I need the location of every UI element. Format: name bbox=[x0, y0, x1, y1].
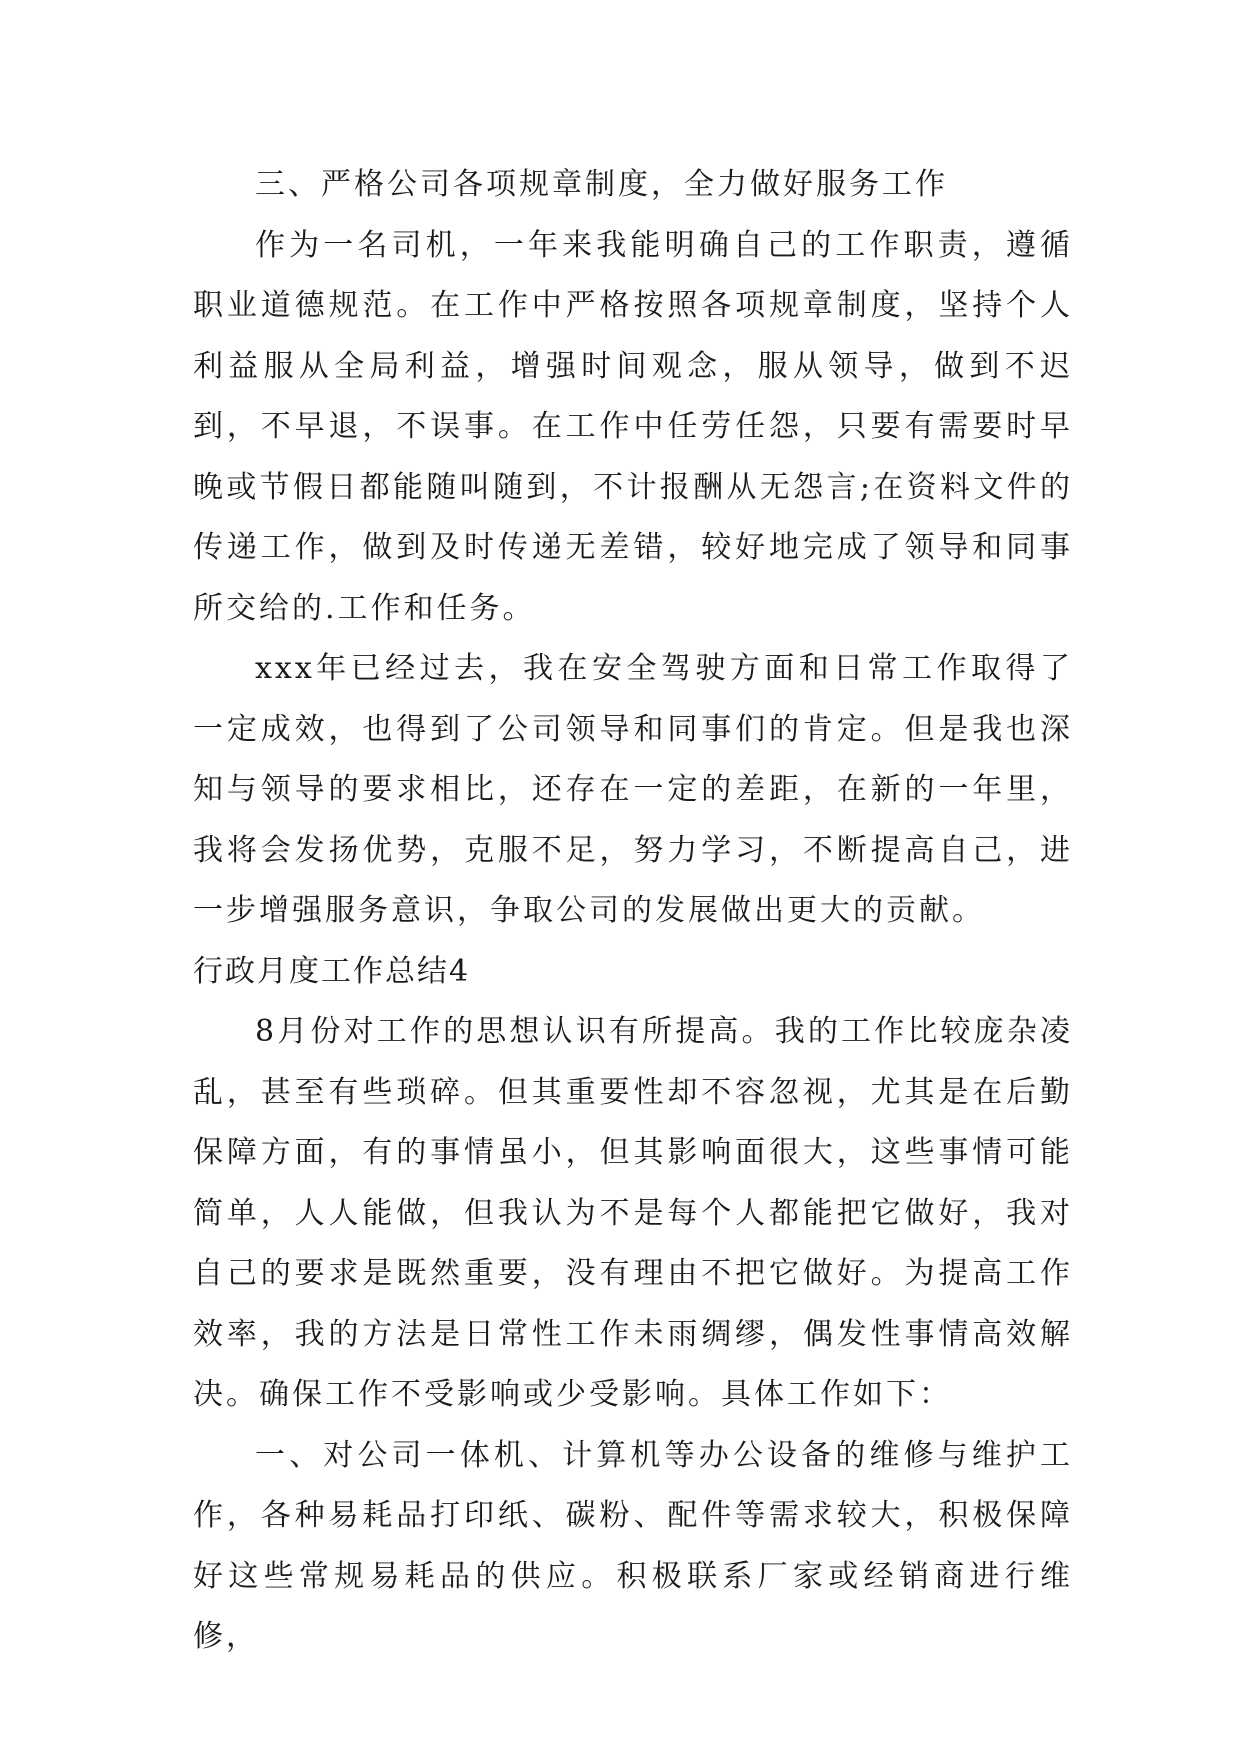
document-body bbox=[193, 155, 1073, 1668]
section-heading-three: 三、严格公司各项规章制度，全力做好服务工作 bbox=[255, 167, 948, 202]
paragraph-august-work: 8月份对工作的思想认识有所提高。我的工作比较庞杂凌乱，甚至有些琐碎。但其重要性却不容忽视，尤其是在后勤保障方面，有的事情虽小，但其影响面很大，这些事情可能简单，人人能做，但我认为不是每个人都能把它做好，我对自己的要求是既然重要，没有理由不把它做好。为提高工作效率，我的方法是日常性工作未雨绸缪，偶发性事情高效解决。确保工作不受影响或少受影响。具体工作如下： bbox=[193, 1014, 1073, 1412]
paragraph-office-equipment: 一、对公司一体机、计算机等办公设备的维修与维护工作，各种易耗品打印纸、碳粉、配件等需求较大，积极保障好这些常规易耗品的供应。积极联系厂家或经销商进行维修， bbox=[193, 1437, 1073, 1654]
paragraph-driver-duties: 作为一名司机，一年来我能明确自己的工作职责，遵循职业道德规范。在工作中严格按照各项规章制度，坚持个人利益服从全局利益，增强时间观念，服从领导，做到不迟到，不早退，不误事。在工作中任劳任怨，只要有需要时早晚或节假日都能随叫随到，不计报酬从无怨言;在资料文件的传递工作，做到及时传递无差错，较好地完成了领导和同事所交给的.工作和任务。 bbox=[193, 227, 1073, 626]
paragraph-year-summary: xxx年已经过去，我在安全驾驶方面和日常工作取得了一定成效，也得到了公司领导和同事们的肯定。但是我也深知与领导的要求相比，还存在一定的差距，在新的一年里，我将会发扬优势，克服不足，努力学习，不断提高自己，进一步增强服务意识，争取公司的发展做出更大的贡献。 bbox=[193, 651, 1073, 928]
summary-title: 行政月度工作总结4 bbox=[193, 953, 471, 989]
